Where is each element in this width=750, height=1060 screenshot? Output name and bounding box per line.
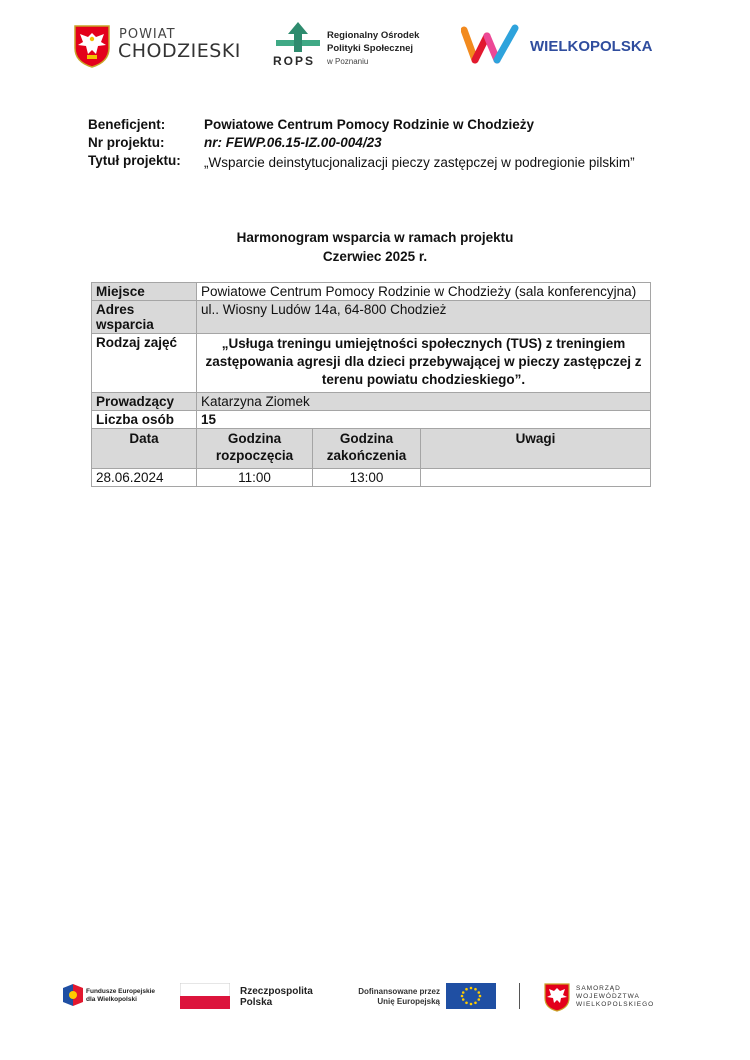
footer-logos — [0, 975, 750, 1020]
rodzaj-value: „Usługa treningu umiejętności społecznych (TUS) z treningiem zastępowania agresji dla dzieci przebywającej w pieczy zastępczej z terenu powiatu chodzieskiego”. — [197, 334, 651, 393]
powiat-big-text: CHODZIESKI — [118, 40, 241, 62]
wielkopolska-w-logo-icon — [461, 24, 521, 66]
beneficjent-label: Beneficjent: — [88, 117, 166, 132]
miejsce-value: Powiatowe Centrum Pomocy Rodzinie w Chodzieży (sala konferencyjna) — [197, 283, 651, 301]
fundusze-line-1: Fundusze Europejskie — [86, 988, 155, 995]
rp-line-1: Rzeczpospolita — [240, 986, 313, 997]
samorzad-line-2: WOJEWÓDZTWA — [576, 993, 640, 1000]
cell-end-time: 13:00 — [313, 469, 421, 487]
column-header-data: Data — [92, 429, 197, 469]
tytul-projektu-label: Tytuł projektu: — [88, 153, 181, 168]
rops-name-line-1: Regionalny Ośrodek — [327, 30, 420, 41]
samorzad-text — [576, 985, 654, 1009]
ue-line-2: Unię Europejską — [377, 997, 440, 1006]
wielkopolska-text: WIELKOPOLSKA — [530, 38, 653, 55]
polish-flag-icon — [180, 983, 230, 1009]
cell-date: 28.06.2024 — [92, 469, 197, 487]
rp-line-2: Polska — [240, 997, 273, 1008]
table-row-adres — [92, 301, 651, 334]
rodzaj-label: Rodzaj zajęć — [92, 334, 197, 393]
nr-projektu-value: nr: FEWP.06.15-IZ.00-004/23 — [204, 135, 382, 150]
ue-text — [330, 987, 440, 1007]
cell-start-time: 11:00 — [197, 469, 313, 487]
nr-projektu-label: Nr projektu: — [88, 135, 165, 150]
eu-flag-icon — [446, 983, 496, 1009]
schedule-table — [91, 282, 651, 487]
table-header-row — [92, 429, 651, 469]
footer-divider — [519, 983, 520, 1009]
prowadzacy-label: Prowadzący — [92, 393, 197, 411]
liczba-value: 15 — [197, 411, 651, 429]
powiat-coat-of-arms-icon — [73, 24, 111, 68]
samorzad-line-1: SAMORZĄD — [576, 985, 621, 992]
ue-line-1: Dofinansowane przez — [358, 987, 440, 996]
table-row-prowadzacy — [92, 393, 651, 411]
column-header-start: Godzina rozpoczęcia — [197, 429, 313, 469]
samorzad-line-3: WIELKOPOLSKIEGO — [576, 1001, 655, 1008]
beneficjent-value: Powiatowe Centrum Pomocy Rodzinie w Chodzieży — [204, 117, 535, 132]
adres-label: Adres wsparcia — [92, 301, 197, 334]
rops-city: w Poznaniu — [327, 57, 369, 66]
table-row — [92, 469, 651, 487]
fundusze-europejskie-logo-icon — [63, 984, 83, 1006]
column-header-uwagi: Uwagi — [421, 429, 651, 469]
prowadzacy-value: Katarzyna Ziomek — [197, 393, 651, 411]
samorzad-coat-of-arms-icon — [543, 982, 571, 1012]
header-logos — [0, 0, 750, 80]
miejsce-label: Miejsce — [92, 283, 197, 301]
table-row-miejsce — [92, 283, 651, 301]
rops-letters: ROPS — [273, 54, 316, 68]
document-heading — [90, 228, 660, 266]
powiat-small-text: POWIAT — [119, 27, 176, 42]
heading-line-1: Harmonogram wsparcia w ramach projektu — [236, 230, 514, 245]
rops-name-line-2: Polityki Społecznej — [327, 43, 414, 54]
liczba-label: Liczba osób — [92, 411, 197, 429]
tytul-projektu-value: „Wsparcie deinstytucjonalizacji pieczy zastępczej w podregionie pilskim” — [204, 155, 635, 170]
cell-uwagi — [421, 469, 651, 487]
table-row-rodzaj — [92, 334, 651, 393]
table-row-liczba — [92, 411, 651, 429]
adres-value: ul.. Wiosny Ludów 14a, 64-800 Chodzież — [197, 301, 651, 334]
column-header-end: Godzina zakończenia — [313, 429, 421, 469]
fundusze-line-2: dla Wielkopolski — [86, 996, 137, 1003]
rops-logo-icon — [274, 22, 322, 54]
heading-line-2: Czerwiec 2025 r. — [322, 249, 428, 264]
